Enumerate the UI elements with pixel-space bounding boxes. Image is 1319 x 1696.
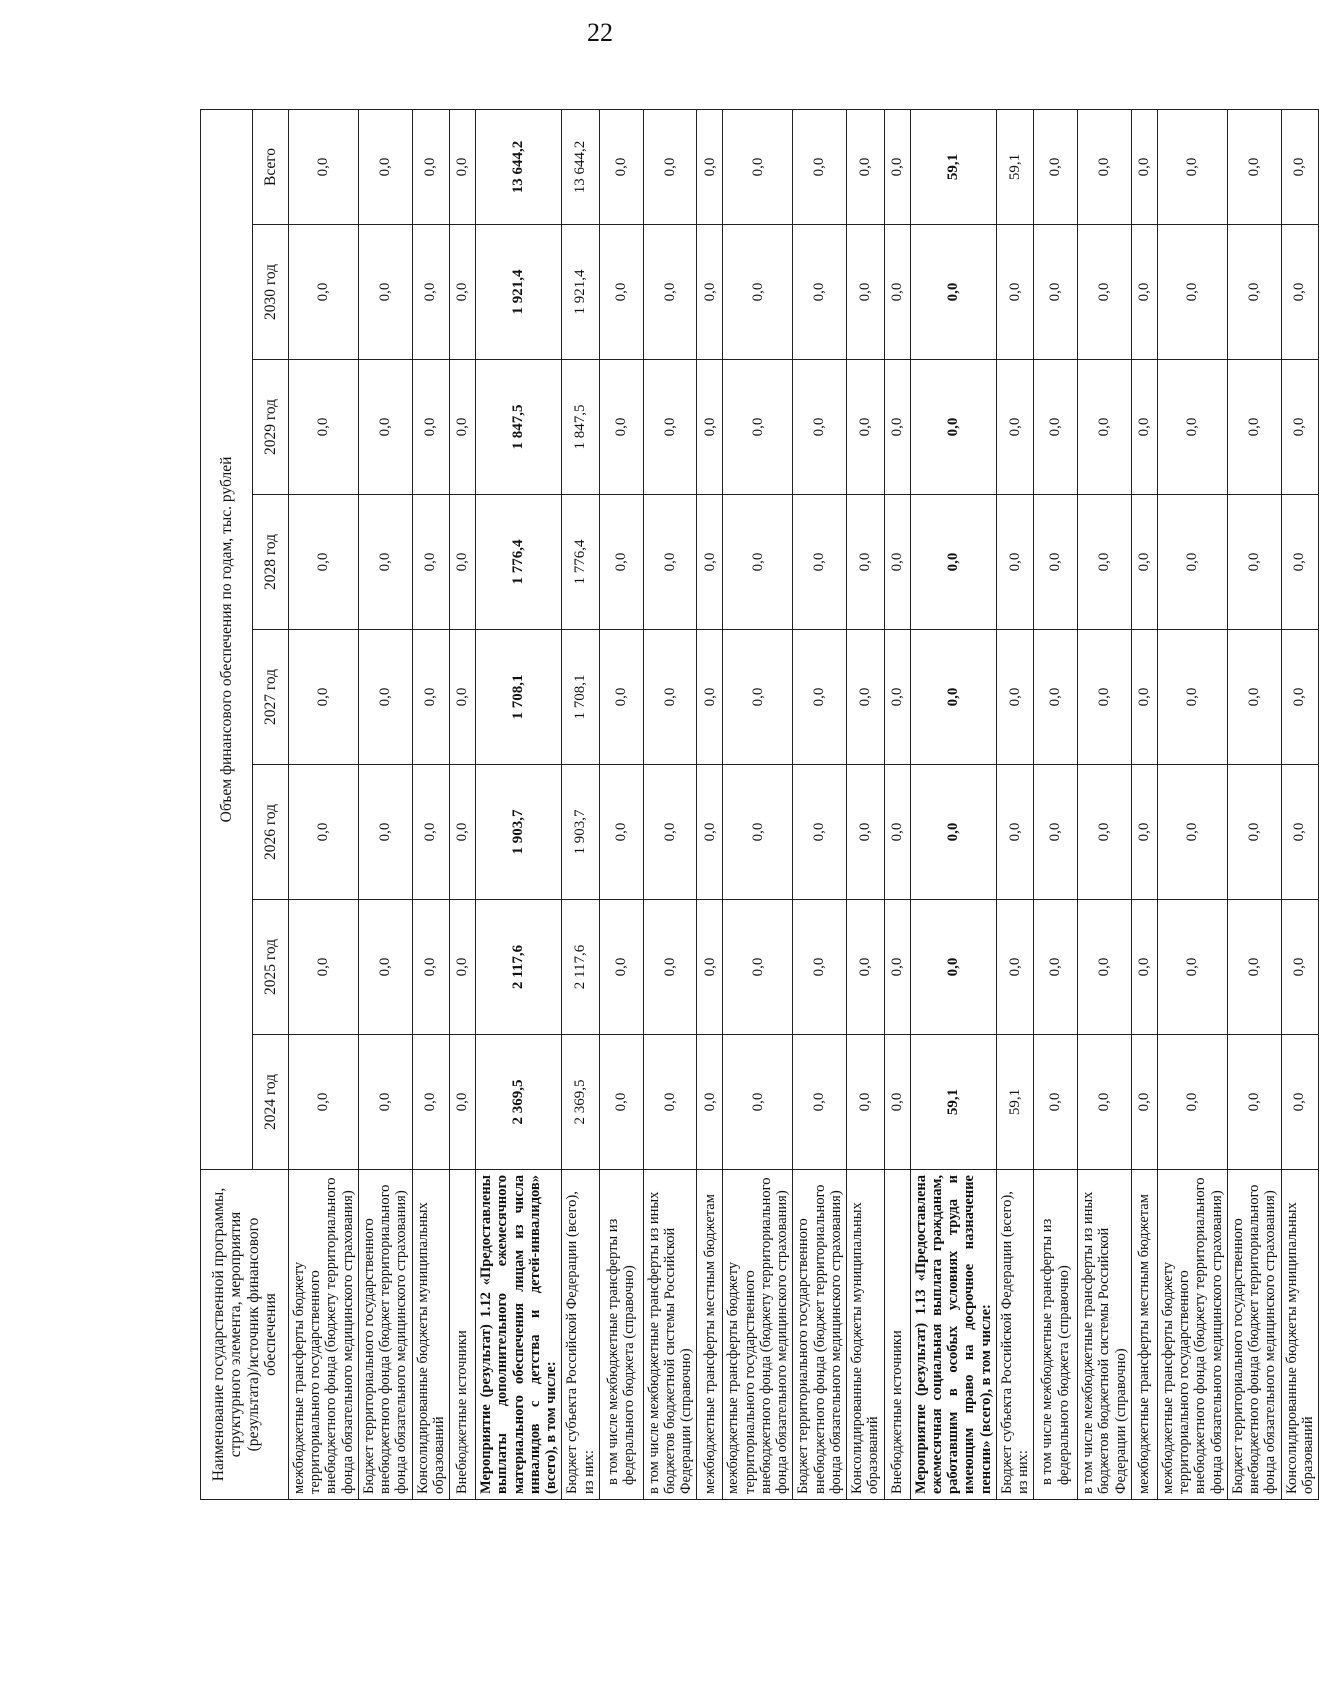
table-row — [697, 110, 723, 1500]
value-cell: 0,0 — [1281, 360, 1318, 495]
value-cell: 0,0 — [996, 225, 1033, 360]
value-cell: 2 117,6 — [476, 900, 562, 1035]
value-cell: 0,0 — [1157, 360, 1227, 495]
value-cell: 1 776,4 — [562, 495, 599, 630]
value-cell: 0,0 — [847, 1035, 884, 1170]
value-cell: 0,0 — [996, 630, 1033, 765]
row-label: в том числе межбюджетные трансферты из федерального бюджета (справочно) — [1034, 1170, 1078, 1500]
table-row — [1157, 110, 1227, 1500]
row-label: Бюджет территориального государственного внебюджетного фонда (бюджет территориального фонда обязательного медицинского страхования) — [1227, 1170, 1281, 1500]
value-cell: 0,0 — [884, 360, 910, 495]
table-row — [996, 110, 1033, 1500]
value-cell: 0,0 — [643, 630, 697, 765]
row-label: межбюджетные трансферты бюджету территориального государственного внебюджетного фонда (бюджету территориального фонда обязательного медицинского страхования) — [1157, 1170, 1227, 1500]
total-cell: 0,0 — [697, 110, 723, 225]
value-cell: 0,0 — [1034, 360, 1078, 495]
value-cell: 0,0 — [723, 765, 793, 900]
table-row — [358, 110, 412, 1500]
name-column-header: Наименование государственной программы, структурного элемента, мероприятия (результата)/источник финансового обеспечения — [201, 1170, 289, 1500]
page-number: 22 — [587, 18, 613, 47]
value-cell: 0,0 — [358, 495, 412, 630]
year-header-2027: 2027 год — [253, 630, 289, 765]
year-header-2024: 2024 год — [253, 1035, 289, 1170]
value-cell: 0,0 — [358, 900, 412, 1035]
value-cell: 2 117,6 — [562, 900, 599, 1035]
table-row — [884, 110, 910, 1500]
value-cell: 0,0 — [1281, 630, 1318, 765]
value-cell: 0,0 — [643, 765, 697, 900]
total-cell: 0,0 — [1157, 110, 1227, 225]
value-cell: 59,1 — [910, 1035, 996, 1170]
value-cell: 0,0 — [1281, 1035, 1318, 1170]
value-cell: 0,0 — [1131, 630, 1157, 765]
value-cell: 0,0 — [450, 225, 476, 360]
value-cell: 0,0 — [793, 495, 847, 630]
table-row — [1034, 110, 1078, 1500]
value-cell: 0,0 — [358, 630, 412, 765]
value-cell: 1 903,7 — [476, 765, 562, 900]
row-label: в том числе межбюджетные трансферты из иных бюджетов бюджетной системы Российской Федерации (справочно) — [1078, 1170, 1132, 1500]
value-cell: 0,0 — [847, 630, 884, 765]
row-label: Бюджет территориального государственного внебюджетного фонда (бюджет территориального фонда обязательного медицинского страхования) — [358, 1170, 412, 1500]
value-cell: 0,0 — [1227, 765, 1281, 900]
value-cell: 0,0 — [1131, 900, 1157, 1035]
total-cell: 0,0 — [358, 110, 412, 225]
value-cell: 0,0 — [910, 360, 996, 495]
value-cell: 0,0 — [697, 225, 723, 360]
value-cell: 0,0 — [793, 1035, 847, 1170]
row-label: в том числе межбюджетные трансферты из федерального бюджета (справочно) — [599, 1170, 643, 1500]
value-cell: 0,0 — [910, 765, 996, 900]
value-cell: 0,0 — [1227, 360, 1281, 495]
value-cell: 0,0 — [1227, 900, 1281, 1035]
table-row — [723, 110, 793, 1500]
year-header-2026: 2026 год — [253, 765, 289, 900]
value-cell: 0,0 — [697, 1035, 723, 1170]
value-cell: 0,0 — [412, 630, 449, 765]
table-row — [599, 110, 643, 1500]
value-cell: 0,0 — [884, 630, 910, 765]
value-cell: 0,0 — [289, 495, 359, 630]
value-cell: 1 847,5 — [476, 360, 562, 495]
value-cell: 0,0 — [1131, 765, 1157, 900]
value-cell: 0,0 — [723, 1035, 793, 1170]
value-cell: 0,0 — [1034, 900, 1078, 1035]
financing-table — [200, 109, 1319, 1500]
row-label: Бюджет субъекта Российской Федерации (всего), из них: — [562, 1170, 599, 1500]
table-row — [910, 110, 996, 1500]
value-cell: 0,0 — [599, 765, 643, 900]
table-row — [793, 110, 847, 1500]
value-cell: 1 921,4 — [476, 225, 562, 360]
volume-group-header: Объем финансового обеспечения по годам, тыс. рублей — [201, 110, 253, 1170]
row-label: Внебюджетные источники — [884, 1170, 910, 1500]
value-cell: 0,0 — [1157, 1035, 1227, 1170]
row-label: Мероприятие (результат) 1.12 «Предоставлены выплаты дополнительного ежемесячного материального обеспечения лицам из числа инвалидов с детства и детей-инвалидов» (всего), в том числе: — [476, 1170, 562, 1500]
value-cell: 0,0 — [723, 495, 793, 630]
total-cell: 0,0 — [450, 110, 476, 225]
value-cell: 0,0 — [793, 360, 847, 495]
table-row — [1227, 110, 1281, 1500]
value-cell: 0,0 — [1157, 630, 1227, 765]
value-cell: 0,0 — [289, 225, 359, 360]
table-row — [476, 110, 562, 1500]
row-label: межбюджетные трансферты местным бюджетам — [1131, 1170, 1157, 1500]
value-cell: 0,0 — [793, 225, 847, 360]
value-cell: 0,0 — [358, 765, 412, 900]
year-header-2025: 2025 год — [253, 900, 289, 1035]
value-cell: 0,0 — [599, 225, 643, 360]
total-cell: 0,0 — [793, 110, 847, 225]
value-cell: 0,0 — [599, 630, 643, 765]
value-cell: 0,0 — [996, 765, 1033, 900]
value-cell: 0,0 — [450, 900, 476, 1035]
total-cell: 59,1 — [996, 110, 1033, 225]
value-cell: 0,0 — [697, 495, 723, 630]
value-cell: 0,0 — [697, 360, 723, 495]
total-cell: 0,0 — [1131, 110, 1157, 225]
value-cell: 0,0 — [643, 900, 697, 1035]
value-cell: 0,0 — [910, 225, 996, 360]
row-label: Бюджет субъекта Российской Федерации (всего), из них: — [996, 1170, 1033, 1500]
value-cell: 0,0 — [643, 225, 697, 360]
total-cell: 0,0 — [1281, 110, 1318, 225]
row-label: межбюджетные трансферты бюджету территориального государственного внебюджетного фонда (бюджету территориального фонда обязательного медицинского страхования) — [289, 1170, 359, 1500]
value-cell: 0,0 — [996, 360, 1033, 495]
value-cell: 0,0 — [847, 495, 884, 630]
value-cell: 0,0 — [793, 630, 847, 765]
value-cell: 0,0 — [1131, 495, 1157, 630]
value-cell: 0,0 — [1034, 765, 1078, 900]
value-cell: 0,0 — [996, 495, 1033, 630]
rotated-table-container — [200, 110, 1316, 1500]
row-label: Консолидированные бюджеты муниципальных образований — [847, 1170, 884, 1500]
value-cell: 0,0 — [289, 1035, 359, 1170]
value-cell: 0,0 — [793, 900, 847, 1035]
value-cell: 0,0 — [643, 495, 697, 630]
value-cell: 0,0 — [884, 225, 910, 360]
total-cell: 0,0 — [723, 110, 793, 225]
value-cell: 0,0 — [1078, 360, 1132, 495]
value-cell: 0,0 — [358, 225, 412, 360]
table-row — [643, 110, 697, 1500]
value-cell: 0,0 — [1131, 360, 1157, 495]
value-cell: 0,0 — [847, 765, 884, 900]
value-cell: 0,0 — [1157, 495, 1227, 630]
table-row — [1131, 110, 1157, 1500]
value-cell: 0,0 — [884, 495, 910, 630]
value-cell: 1 847,5 — [562, 360, 599, 495]
total-cell: 0,0 — [412, 110, 449, 225]
year-header-2028: 2028 год — [253, 495, 289, 630]
table-row — [289, 110, 359, 1500]
value-cell: 0,0 — [1157, 765, 1227, 900]
total-header: Всего — [253, 110, 289, 225]
value-cell: 0,0 — [1227, 630, 1281, 765]
value-cell: 0,0 — [1078, 1035, 1132, 1170]
value-cell: 0,0 — [884, 1035, 910, 1170]
total-cell: 59,1 — [910, 110, 996, 225]
value-cell: 0,0 — [847, 360, 884, 495]
value-cell: 0,0 — [793, 765, 847, 900]
total-cell: 0,0 — [1227, 110, 1281, 225]
row-label: Бюджет территориального государственного внебюджетного фонда (бюджет территориального фонда обязательного медицинского страхования) — [793, 1170, 847, 1500]
value-cell: 0,0 — [1227, 225, 1281, 360]
value-cell: 0,0 — [1034, 495, 1078, 630]
value-cell: 0,0 — [1227, 1035, 1281, 1170]
value-cell: 0,0 — [723, 360, 793, 495]
value-cell: 0,0 — [289, 765, 359, 900]
value-cell: 0,0 — [412, 900, 449, 1035]
total-cell: 0,0 — [1034, 110, 1078, 225]
value-cell: 0,0 — [884, 765, 910, 900]
value-cell: 0,0 — [412, 495, 449, 630]
row-label: межбюджетные трансферты местным бюджетам — [697, 1170, 723, 1500]
value-cell: 1 921,4 — [562, 225, 599, 360]
table-row — [562, 110, 599, 1500]
table-row — [412, 110, 449, 1500]
value-cell: 2 369,5 — [476, 1035, 562, 1170]
value-cell: 0,0 — [358, 360, 412, 495]
value-cell: 0,0 — [643, 1035, 697, 1170]
value-cell: 0,0 — [450, 495, 476, 630]
row-label: Консолидированные бюджеты муниципальных образований — [412, 1170, 449, 1500]
value-cell: 0,0 — [697, 765, 723, 900]
value-cell: 0,0 — [1281, 225, 1318, 360]
total-cell: 0,0 — [1078, 110, 1132, 225]
total-cell: 0,0 — [643, 110, 697, 225]
value-cell: 0,0 — [996, 900, 1033, 1035]
value-cell: 0,0 — [1078, 225, 1132, 360]
value-cell: 0,0 — [599, 900, 643, 1035]
value-cell: 0,0 — [847, 900, 884, 1035]
year-header-2029: 2029 год — [253, 360, 289, 495]
row-label: в том числе межбюджетные трансферты из иных бюджетов бюджетной системы Российской Федерации (справочно) — [643, 1170, 697, 1500]
header-row-top — [201, 110, 253, 1500]
value-cell: 0,0 — [910, 900, 996, 1035]
value-cell: 0,0 — [884, 900, 910, 1035]
value-cell: 0,0 — [1281, 495, 1318, 630]
value-cell: 0,0 — [723, 900, 793, 1035]
total-cell: 0,0 — [884, 110, 910, 225]
value-cell: 0,0 — [1131, 1035, 1157, 1170]
value-cell: 0,0 — [450, 765, 476, 900]
value-cell: 0,0 — [910, 495, 996, 630]
table-row — [1078, 110, 1132, 1500]
value-cell: 0,0 — [643, 360, 697, 495]
table-body — [289, 110, 1319, 1500]
value-cell: 0,0 — [723, 225, 793, 360]
value-cell: 0,0 — [1281, 765, 1318, 900]
value-cell: 1 708,1 — [476, 630, 562, 765]
value-cell: 0,0 — [599, 495, 643, 630]
table-row — [450, 110, 476, 1500]
value-cell: 0,0 — [412, 1035, 449, 1170]
year-header-2030: 2030 год — [253, 225, 289, 360]
value-cell: 0,0 — [599, 1035, 643, 1170]
value-cell: 2 369,5 — [562, 1035, 599, 1170]
row-label: Внебюджетные источники — [450, 1170, 476, 1500]
value-cell: 1 903,7 — [562, 765, 599, 900]
value-cell: 0,0 — [599, 360, 643, 495]
value-cell: 0,0 — [358, 1035, 412, 1170]
value-cell: 0,0 — [1078, 900, 1132, 1035]
value-cell: 0,0 — [1078, 630, 1132, 765]
value-cell: 0,0 — [412, 360, 449, 495]
value-cell: 0,0 — [697, 900, 723, 1035]
value-cell: 0,0 — [1227, 495, 1281, 630]
value-cell: 59,1 — [996, 1035, 1033, 1170]
value-cell: 0,0 — [1078, 765, 1132, 900]
value-cell: 0,0 — [289, 630, 359, 765]
value-cell: 0,0 — [1078, 495, 1132, 630]
value-cell: 0,0 — [289, 360, 359, 495]
value-cell: 0,0 — [289, 900, 359, 1035]
table-row — [1281, 110, 1318, 1500]
value-cell: 0,0 — [697, 630, 723, 765]
value-cell: 0,0 — [450, 1035, 476, 1170]
total-cell: 13 644,2 — [562, 110, 599, 225]
row-label: Консолидированные бюджеты муниципальных образований — [1281, 1170, 1318, 1500]
value-cell: 0,0 — [1157, 900, 1227, 1035]
value-cell: 0,0 — [1281, 900, 1318, 1035]
value-cell: 0,0 — [1131, 225, 1157, 360]
total-cell: 0,0 — [847, 110, 884, 225]
value-cell: 0,0 — [1034, 1035, 1078, 1170]
value-cell: 0,0 — [1034, 630, 1078, 765]
value-cell: 1 708,1 — [562, 630, 599, 765]
value-cell: 0,0 — [723, 630, 793, 765]
value-cell: 0,0 — [412, 765, 449, 900]
value-cell: 0,0 — [910, 630, 996, 765]
value-cell: 0,0 — [847, 225, 884, 360]
value-cell: 0,0 — [450, 630, 476, 765]
row-label: Мероприятие (результат) 1.13 «Предоставлена ежемесячная социальная выплата гражданам, работавшим в особых условиях труда и имеющим право на досрочное назначение пенсии» (всего), в том числе: — [910, 1170, 996, 1500]
value-cell: 0,0 — [450, 360, 476, 495]
table-row — [847, 110, 884, 1500]
value-cell: 0,0 — [412, 225, 449, 360]
total-cell: 0,0 — [599, 110, 643, 225]
value-cell: 0,0 — [1157, 225, 1227, 360]
value-cell: 0,0 — [1034, 225, 1078, 360]
row-label: межбюджетные трансферты бюджету территориального государственного внебюджетного фонда (бюджету территориального фонда обязательного медицинского страхования) — [723, 1170, 793, 1500]
total-cell: 13 644,2 — [476, 110, 562, 225]
value-cell: 1 776,4 — [476, 495, 562, 630]
total-cell: 0,0 — [289, 110, 359, 225]
